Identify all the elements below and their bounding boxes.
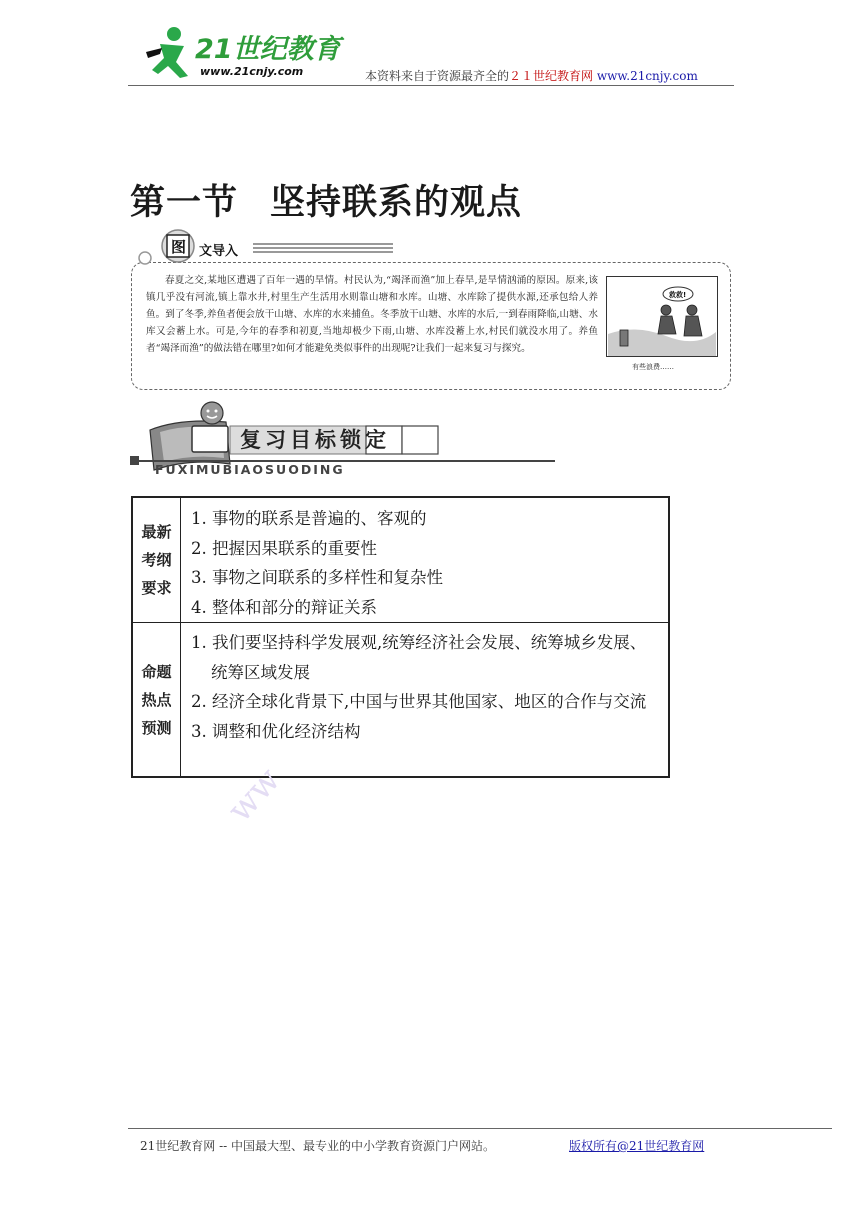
header-divider bbox=[128, 85, 734, 86]
site-logo bbox=[140, 22, 350, 84]
item-list bbox=[191, 628, 660, 746]
intro-badge-char: 图 bbox=[171, 238, 187, 256]
cartoon-speech: 救救! bbox=[669, 291, 687, 299]
section-number: 第一节 bbox=[130, 183, 239, 223]
intro-paragraph: 春夏之交,某地区遭遇了百年一遇的旱情。村民认为,“竭泽而渔”加上春旱,是旱情汹涌的原因。原来,该镇几乎没有河流,镇上靠水井,村里生产生活用水则靠山塘和水库。山塘、水库除了提供水源,还承包给人养鱼。到了冬季,养鱼者便会放干山塘、水库的水来捕鱼。冬季放干山塘、水库的水后,一到春雨降临,山塘、水库又会蓄上水。可是,今年的春季和初夏,当地却极少下雨,山塘、水库没蓄上水,村民们就没水用了。养鱼者“竭泽而渔”的做法错在哪里?如何才能避免类似事件的出现呢?让我们一起来复习与探究。 bbox=[146, 275, 598, 354]
list-item: 4. 整体和部分的辩证关系 bbox=[191, 597, 377, 617]
runner-icon bbox=[146, 27, 188, 78]
footer-divider bbox=[128, 1128, 832, 1129]
list-item: 1. 我们要坚持科学发展观,统筹经济社会发展、统筹城乡发展、统筹区域发展 bbox=[191, 633, 647, 682]
category-cell bbox=[133, 498, 181, 622]
tagline-site-link[interactable]: ２１世纪教育网 bbox=[509, 69, 594, 83]
logo-wordmark: 21世纪教育 bbox=[195, 34, 341, 65]
intro-label: 文导入 bbox=[199, 244, 239, 259]
list-item: 2. 把握因果联系的重要性 bbox=[191, 538, 377, 558]
cartoon-illustration bbox=[606, 276, 718, 372]
footer-text: 21世纪教育网 -- 中国最大型、最专业的中小学教育资源门户网站。 bbox=[140, 1139, 496, 1153]
page-title bbox=[130, 175, 522, 225]
logo-url: www.21cnjy.com bbox=[200, 65, 304, 78]
watermark: ww bbox=[219, 759, 289, 831]
footer-copyright-link[interactable]: 版权所有@21世纪教育网 bbox=[569, 1139, 705, 1153]
tagline-url-link[interactable]: www.21cnjy.com bbox=[596, 69, 698, 83]
intro-badge bbox=[135, 228, 395, 268]
list-item: 2. 经济全球化背景下,中国与世界其他国家、地区的合作与交流 bbox=[191, 692, 647, 711]
list-item: 3. 调整和优化经济结构 bbox=[191, 721, 361, 741]
category-label: 命题热点预测 bbox=[141, 663, 172, 737]
goals-pinyin: FUXIMUBIAOSUODING bbox=[155, 462, 345, 477]
table-row bbox=[133, 498, 668, 623]
smiley-icon bbox=[201, 402, 223, 424]
list-item: 3. 事物之间联系的多样性和复杂性 bbox=[191, 568, 443, 587]
goals-table bbox=[131, 496, 670, 778]
goals-banner-label: 复习目标锁定 bbox=[240, 428, 390, 452]
table-row bbox=[133, 622, 668, 778]
header-tagline bbox=[365, 67, 698, 84]
tagline-prefix: 本资料来自于资源最齐全的 bbox=[365, 69, 510, 83]
category-cell bbox=[133, 622, 181, 778]
list-item: 1. 事物的联系是普遍的、客观的 bbox=[191, 509, 427, 528]
item-list bbox=[191, 504, 660, 622]
cartoon-caption: 有些浪费…… bbox=[632, 363, 674, 371]
section-topic: 坚持联系的观点 bbox=[270, 183, 523, 223]
well-icon bbox=[620, 330, 628, 346]
category-label: 最新考纲要求 bbox=[141, 523, 172, 597]
